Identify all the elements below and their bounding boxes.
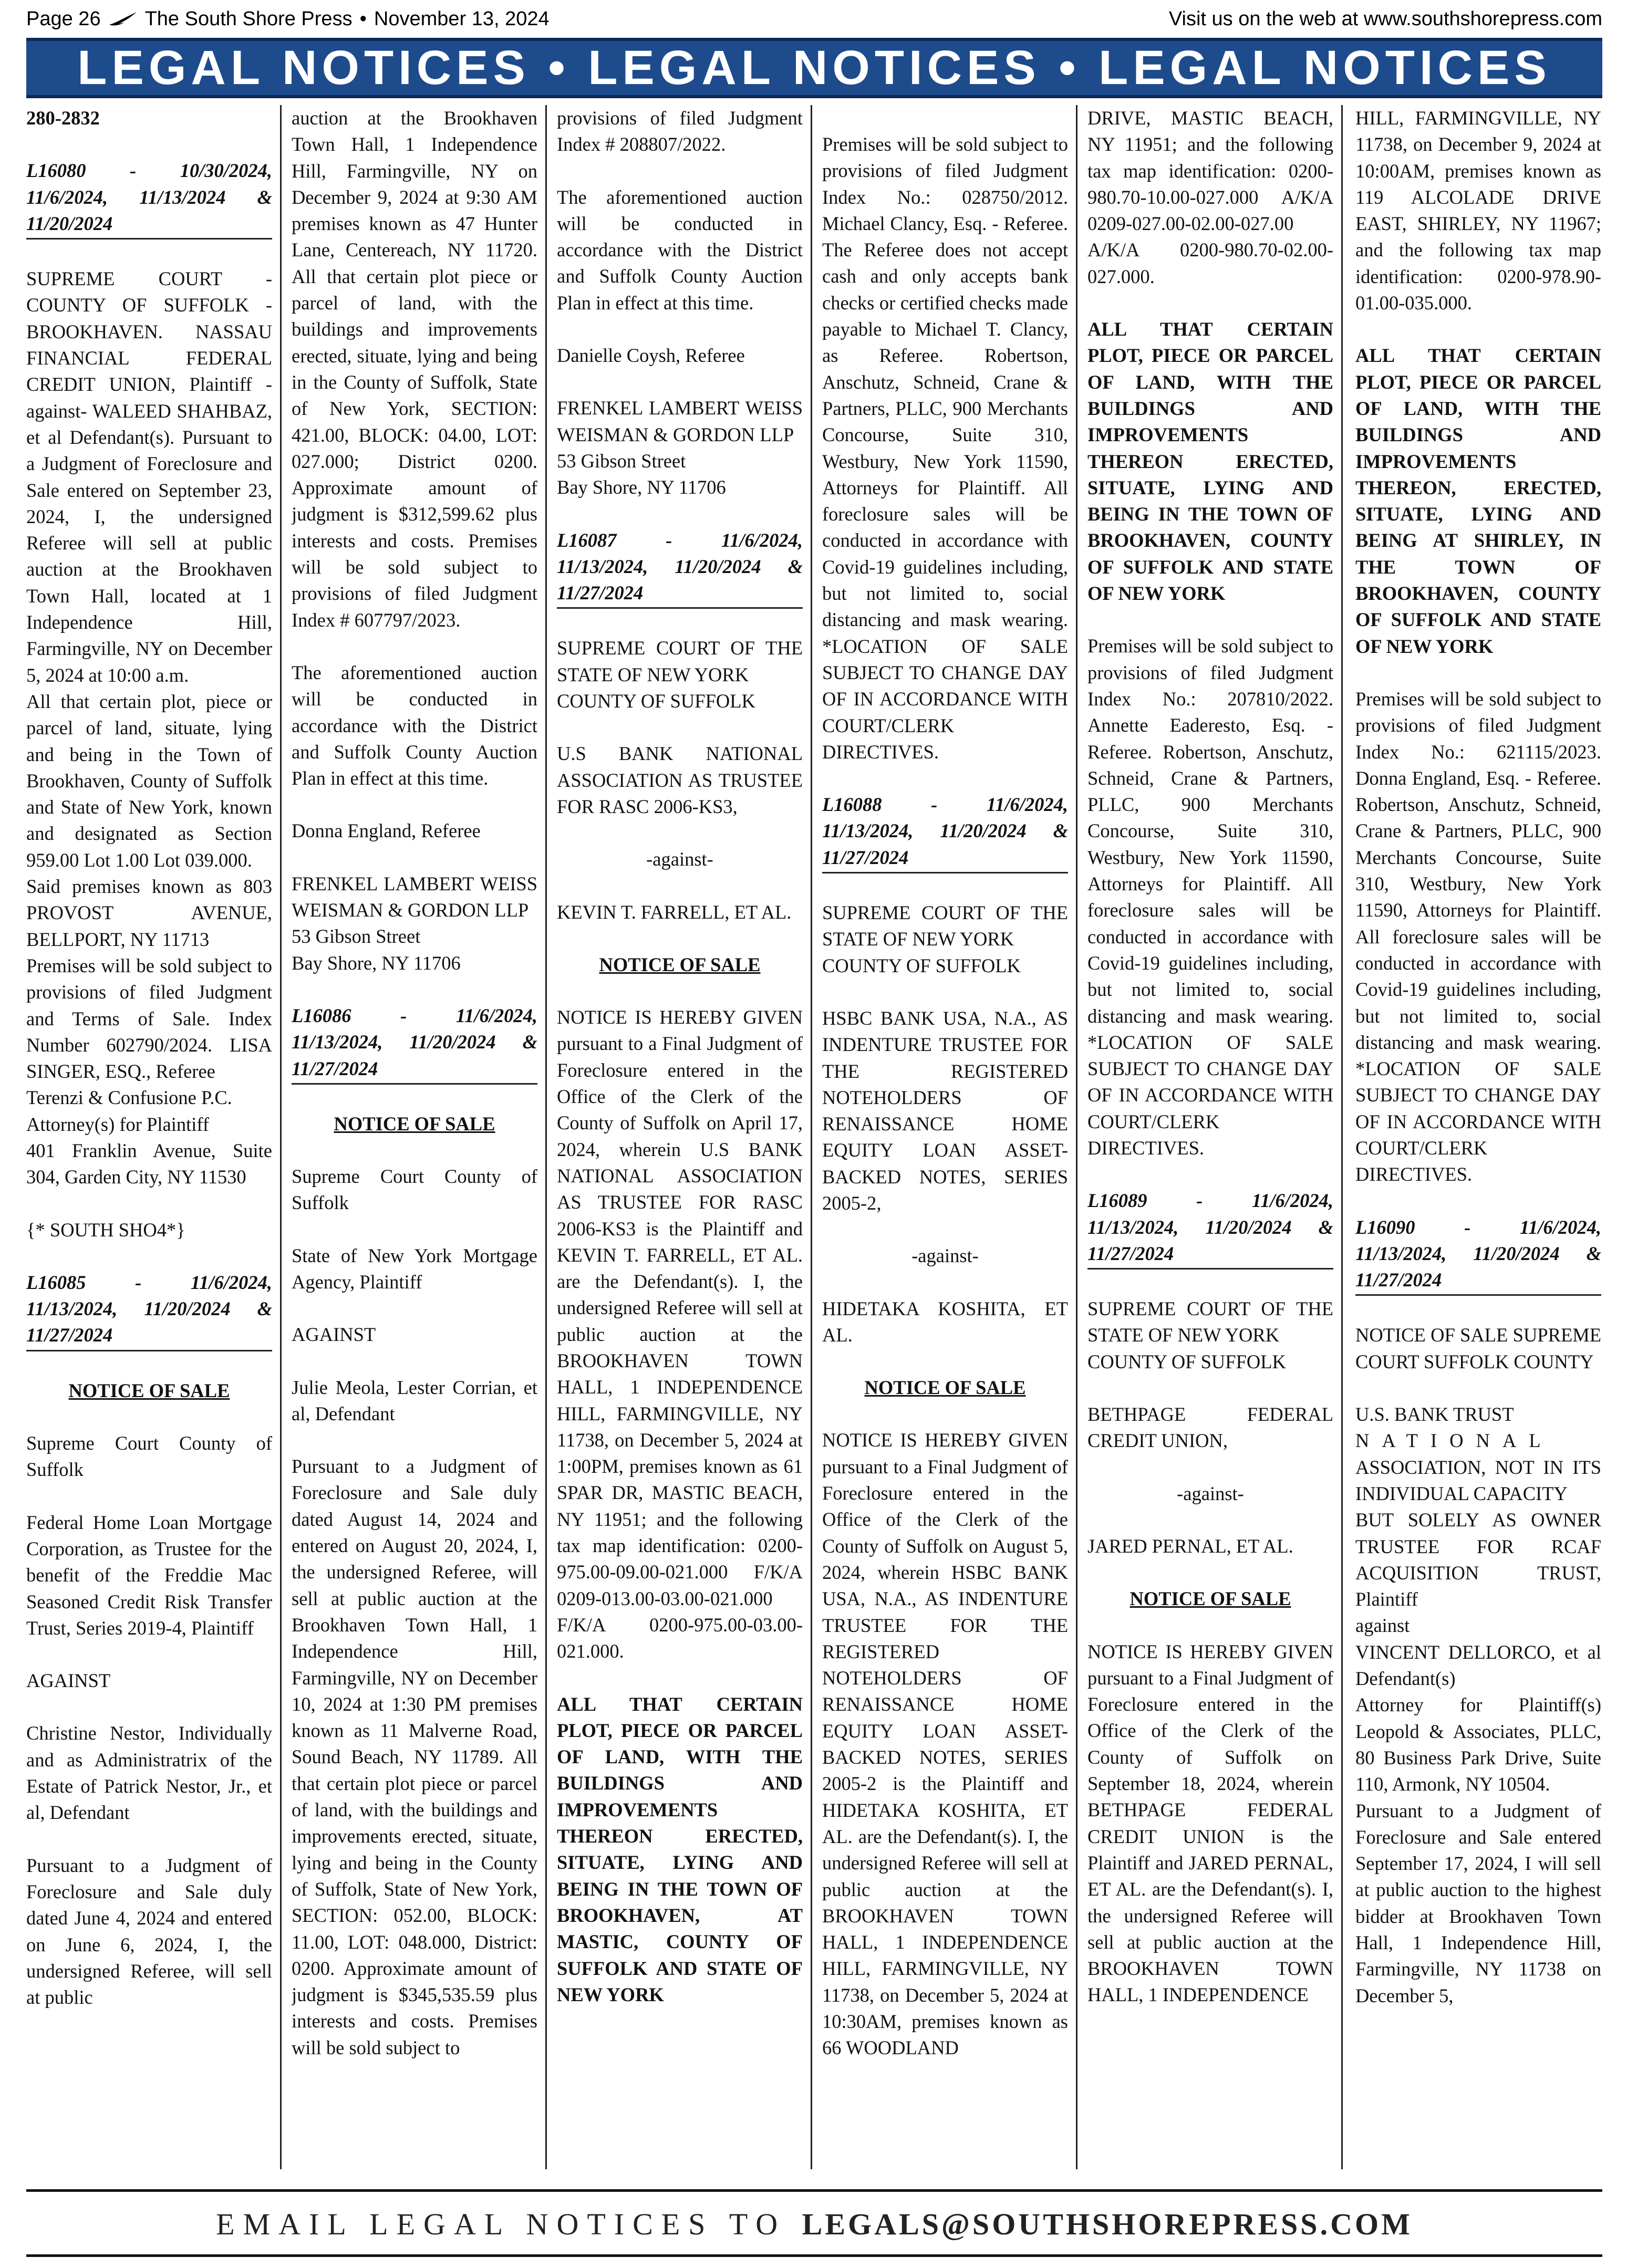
notice-paragraph: Supreme Court County of Suffolk: [292, 1166, 537, 1214]
notice-paragraph: FRENKEL LAMBERT WEISS WEISMAN & GORDON LLP: [292, 872, 537, 921]
notice-paragraph: Premises will be sold subject to provisions of filed Judgment Index No.: 621115/2023. Donna England, Esq. - Referee. Robertson, Anschutz, Schneid, Crane & Partners, PLLC, 900 Merchants Concourse, Suite 310, Westbury, New York 11590, Attorneys for Plaintiff. All foreclosure sales will be conducted in accordance with Covid-19 guidelines including, but not limited to, social distancing and mask wearing. *LOCATION OF SALE SUBJECT TO CHANGE DAY OF IN ACCORDANCE WITH COURT/CLERK DIRECTIVES.: [1355, 688, 1601, 1185]
notice-paragraph: AGAINST: [26, 1670, 111, 1692]
notice-paragraph: SUPREME COURT OF THE STATE OF NEW YORK: [557, 637, 803, 685]
paragraph-gap: [26, 1641, 272, 1668]
paragraph-gap: [557, 1665, 803, 1691]
page-number: Page 26: [26, 8, 101, 30]
notice-paragraph: Julie Meola, Lester Corrian, et al, Defendant: [292, 1376, 537, 1424]
notice-paragraph: provisions of filed Judgment Index # 208807/2022.: [557, 107, 803, 155]
paragraph-gap: [557, 873, 803, 899]
notice-paragraph: Donna England, Referee: [292, 820, 481, 842]
notice-paragraph: Terenzi & Confusione P.C.: [26, 1087, 232, 1109]
paragraph-gap: [822, 1270, 1068, 1296]
issue-date: November 13, 2024: [374, 8, 550, 30]
notice-paragraph: COUNTY OF SUFFOLK: [557, 690, 755, 712]
paragraph-gap: [822, 873, 1068, 900]
notice-paragraph: HILL, FARMINGVILLE, NY 11738, on December 9, 2024 at 10:00AM, premises known as 119 ALCOLADE DRIVE EAST, SHIRLEY, NY 11967; and the following tax map identification: 0200-978.90-01.00-035.000.: [1355, 107, 1601, 314]
centered-line: -against-: [1177, 1482, 1244, 1504]
notice-paragraph: DRIVE, MASTIC BEACH, NY 11951; and the following tax map identification: 0200-980.70-10.00-027.000 A/K/A 0209-027.00-02.00-027.00 A/K/A 0200-980.70-02.00-027.000.: [1087, 107, 1333, 287]
paragraph-gap: [1355, 1296, 1601, 1322]
notice-paragraph: The aforementioned auction will be conducted in accordance with the District and Suffolk County Auction Plan in effect at this time.: [557, 186, 803, 314]
paragraph-gap: [26, 1694, 272, 1720]
footer-divider: [26, 2189, 1602, 2192]
notice-paragraph: NOTICE IS HEREBY GIVEN pursuant to a Final Judgment of Foreclosure entered in the Office of the Clerk of the County of Suffolk on April 17, 2024, wherein U.S BANK NATIONAL ASSOCIATION AS TRUSTEE FOR RASC 2006-KS3 is the Plaintiff and KEVIN T. FARRELL, ET AL. are the Defendant(s). I, the undersigned Referee will sell at public auction at the BROOKHAVEN TOWN HALL, 1 INDEPENDENCE HILL, FARMINGVILLE, NY 11738, on December 5, 2024 at 1:00PM, premises known as 61 SPAR DR, MASTIC BEACH, NY 11951; and the following tax map identification: 0200-975.00-09.00-021.000 F/K/A 0209-013.00-03.00-021.000 F/K/A 0200-975.00-03.00-021.000.: [557, 1006, 803, 1662]
paragraph-gap: [292, 792, 537, 818]
notice-paragraph: BETHPAGE FEDERAL CREDIT UNION,: [1087, 1403, 1333, 1452]
notice-heading: NOTICE OF SALE: [599, 953, 761, 975]
notice-paragraph: SUPREME COURT OF THE STATE OF NEW YORK: [822, 902, 1068, 950]
notice-paragraph: NOTICE IS HEREBY GIVEN pursuant to a Final Judgment of Foreclosure entered in the Office of the Clerk of the County of Suffolk on September 18, 2024, wherein BETHPAGE FEDERAL CREDIT UNION is the Plaintiff and JARED PERNAL, ET AL. are the Defendant(s). I, the undersigned Referee will sell at public auction at the BROOKHAVEN TOWN HALL, 1 INDEPENDENCE: [1087, 1640, 1333, 2006]
column-1: [26, 105, 272, 2169]
header-separator: •: [359, 8, 367, 30]
notice-paragraph: 401 Franklin Avenue, Suite 304, Garden City, NY 11530: [26, 1139, 272, 1188]
paragraph-gap: [557, 158, 803, 184]
column-3: [557, 105, 803, 2169]
bold-paragraph: 280-2832: [26, 107, 100, 129]
centered-line: -against-: [646, 848, 713, 870]
notice-paragraph: Attorney for Plaintiff(s) Leopold & Associates, PLLC, 80 Business Park Drive, Suite 110, Armonk, NY 10504.: [1355, 1694, 1601, 1795]
paragraph-gap: [822, 1348, 1068, 1375]
footer: [26, 2201, 1602, 2248]
notice-paragraph: Bay Shore, NY 11706: [557, 476, 726, 498]
notice-paragraph: Premises will be sold subject to provisions of filed Judgment Index No.: 207810/2022. Annette Eaderesto, Esq. - Referee. Robertson, Anschutz, Schneid, Crane & Partners, PLLC, 900 Merchants Concourse, Suite 310, Westbury, New York 11590, Attorneys for Plaintiff. All foreclosure sales will be conducted in accordance with Covid-19 guidelines including, but not limited to, social distancing and mask wearing. *LOCATION OF SALE SUBJECT TO CHANGE DAY OF IN ACCORDANCE WITH COURT/CLERK DIRECTIVES.: [1087, 635, 1333, 1159]
ad-number: L16088 - 11/6/2024, 11/13/2024, 11/20/2024 & 11/27/2024: [822, 792, 1068, 873]
paragraph-gap: [292, 633, 537, 660]
notice-paragraph: State of New York Mortgage Agency, Plaintiff: [292, 1244, 537, 1293]
paragraph-gap: [26, 1483, 272, 1510]
paragraph-gap: [26, 1191, 272, 1217]
paragraph-gap: [26, 131, 272, 158]
ad-number: L16090 - 11/6/2024, 11/13/2024, 11/20/2024 & 11/27/2024: [1355, 1214, 1601, 1296]
notice-paragraph: COUNTY OF SUFFOLK: [822, 954, 1021, 976]
notice-paragraph: SUPREME COURT - COUNTY OF SUFFOLK - BROOKHAVEN. NASSAU FINANCIAL FEDERAL CREDIT UNION, Plaintiff -against- WALEED SHAHBAZ, et al Defendant(s). Pursuant to a Judgment of Foreclosure and Sale entered on September 23, 2024, I, the undersigned Referee will sell at public auction at the Brookhaven Town Hall, located at 1 Independence Hill, Farmingville, NY on December 5, 2024 at 10:00 a.m.: [26, 268, 272, 686]
paragraph-gap: [26, 1826, 272, 1853]
notice-paragraph: {* SOUTH SHO4*}: [26, 1219, 185, 1241]
notice-paragraph: Premises will be sold subject to provisions of filed Judgment Index No.: 028750/2012. Michael Clancy, Esq. - Referee. The Referee does not accept cash and only accepts bank checks or certified checks made payable to Michael T. Clancy, as Referee. Robertson, Anschutz, Schneid, Crane & Partners, PLLC, 900 Merchants Concourse, Suite 310, Westbury, New York 11590, Attorneys for Plaintiff. All foreclosure sales will be conducted in accordance with Covid-19 guidelines including, but not limited to, social distancing and mask wearing. *LOCATION OF SALE SUBJECT TO CHANGE DAY OF IN ACCORDANCE WITH COURT/CLERK DIRECTIVES.: [822, 133, 1068, 763]
notice-paragraph: NOTICE OF SALE SUPREME COURT SUFFOLK COUNTY: [1355, 1324, 1601, 1372]
paragraph-gap: [1087, 1612, 1333, 1639]
column-5: [1087, 105, 1333, 2169]
paragraph-gap: [557, 714, 803, 741]
notice-paragraph: KEVIN T. FARRELL, ET AL.: [557, 901, 792, 923]
notice-paragraph: VINCENT DELLORCO, et al Defendant(s): [1355, 1641, 1601, 1690]
centered-line: -against-: [911, 1245, 979, 1267]
notice-heading: NOTICE OF SALE: [864, 1377, 1026, 1399]
paragraph-gap: [1355, 660, 1601, 686]
paragraph-gap: [1355, 316, 1601, 342]
notice-paragraph: FRENKEL LAMBERT WEISS WEISMAN & GORDON LLP: [557, 397, 803, 445]
footer-email-link[interactable]: LEGALS@SOUTHSHOREPRESS.COM: [802, 2207, 1413, 2241]
notice-paragraph: SUPREME COURT OF THE STATE OF NEW YORK: [1087, 1298, 1333, 1346]
paragraph-gap: [1355, 1375, 1601, 1401]
paragraph-gap: [292, 1348, 537, 1375]
paragraph-gap: [292, 1216, 537, 1243]
paragraph-gap: [822, 105, 1068, 131]
ad-number: L16080 - 10/30/2024, 11/6/2024, 11/13/2024 & 11/20/2024: [26, 158, 272, 240]
paragraph-gap: [822, 1401, 1068, 1427]
notice-paragraph: U.S. BANK TRUST: [1355, 1403, 1514, 1426]
paragraph-gap: [1087, 290, 1333, 316]
notice-paragraph: HSBC BANK USA, N.A., AS INDENTURE TRUSTEE FOR THE REGISTERED NOTEHOLDERS OF RENAISSANCE HOME EQUITY LOAN ASSET-BACKED NOTES, SERIES 2005-2,: [822, 1007, 1068, 1214]
paragraph-gap: [292, 845, 537, 871]
notice-columns: [26, 105, 1602, 2169]
paragraph-gap: [557, 978, 803, 1004]
ad-number: L16087 - 11/6/2024, 11/13/2024, 11/20/2024 & 11/27/2024: [557, 527, 803, 609]
paragraph-gap: [1087, 1454, 1333, 1481]
bold-paragraph: ALL THAT CERTAIN PLOT, PIECE OR PARCEL OF LAND, WITH THE BUILDINGS AND IMPROVEMENTS THEREON ERECTED, SITUATE, LYING AND BEING IN THE TOWN OF BROOKHAVEN, COUNTY OF SUFFOLK AND STATE OF NEW YORK: [1087, 318, 1333, 605]
notice-paragraph: auction at the Brookhaven Town Hall, 1 Independence Hill, Farmingville, NY on December 9, 2024 at 9:30 AM premises known as 47 Hunter Lane, Centereach, NY 11720. All that certain plot piece or parcel of land, with the buildings and improvements erected, situate, lying and being in the County of Suffolk, State of New York, SECTION: 421.00, BLOCK: 04.00, LOT: 027.000; District 0200. Approximate amount of judgment is $312,599.62 plus interests and costs. Premises will be sold subject to provisions of filed Judgment Index # 607797/2023.: [292, 107, 537, 631]
paragraph-gap: [292, 976, 537, 1003]
notice-paragraph: Christine Nestor, Individually and as Administratrix of the Estate of Patrick Nestor, Jr., et al, Defendant: [26, 1722, 272, 1824]
notice-paragraph: Said premises known as 803 PROVOST AVENUE, BELLPORT, NY 11713: [26, 876, 272, 950]
paragraph-gap: [292, 1085, 537, 1111]
notice-paragraph: NOTICE IS HEREBY GIVEN pursuant to a Final Judgment of Foreclosure entered in the Office of the Clerk of the County of Suffolk on August 5, 2024, wherein HSBC BANK USA, N.A., AS INDENTURE TRUSTEE FOR THE REGISTERED NOTEHOLDERS OF RENAISSANCE HOME EQUITY LOAN ASSET-BACKED NOTES, SERIES 2005-2 is the Plaintiff and HIDETAKA KOSHITA, ET AL. are the Defendant(s). I, the undersigned Referee will sell at public auction at the BROOKHAVEN TOWN HALL, 1 INDEPENDENCE HILL, FARMINGVILLE, NY 11738, on December 5, 2024 at 10:30AM, premises known as 66 WOODLAND: [822, 1429, 1068, 2059]
notice-paragraph: Pursuant to a Judgment of Foreclosure and Sale entered September 17, 2024, I will sell at public auction to the highest bidder at Brookhaven Town Hall, 1 Independence Hill, Farmingville, NY 11738 on December 5,: [1355, 1799, 1601, 2006]
footer-prefix: EMAIL LEGAL NOTICES TO: [216, 2207, 786, 2241]
column-divider: [811, 105, 812, 2169]
paragraph-gap: [26, 1243, 272, 1270]
website-link[interactable]: Visit us on the web at www.southshorepress.com: [1168, 8, 1602, 30]
paragraph-gap: [557, 609, 803, 635]
notice-heading: NOTICE OF SALE: [1129, 1588, 1291, 1610]
paragraph-gap: [822, 765, 1068, 792]
paragraph-gap: [1087, 1375, 1333, 1401]
notice-paragraph: Supreme Court County of Suffolk: [26, 1432, 272, 1481]
paragraph-gap: [292, 1137, 537, 1163]
notice-paragraph: HIDETAKA KOSHITA, ET AL.: [822, 1297, 1068, 1346]
paragraph-gap: [557, 316, 803, 342]
bird-icon: [108, 11, 138, 27]
paragraph-gap: [1087, 1559, 1333, 1586]
header-left: [26, 3, 550, 35]
paragraph-gap: [292, 1427, 537, 1453]
paragraph-gap: [822, 979, 1068, 1005]
notice-paragraph: Federal Home Loan Mortgage Corporation, as Trustee for the benefit of the Freddie Mac Seasoned Credit Risk Transfer Trust, Series 2019-4, Plaintiff: [26, 1511, 272, 1639]
paragraph-gap: [1087, 607, 1333, 633]
paragraph-gap: [26, 1404, 272, 1430]
column-divider: [1341, 105, 1343, 2169]
notice-paragraph: Pursuant to a Judgment of Foreclosure and Sale duly dated August 14, 2024 and entered on August 20, 2024, I, the undersigned Referee, will sell at public auction at the Brookhaven Town Hall, 1 Independence Hill, Farmingville, NY on December 10, 2024 at 1:30 PM premises known as 11 Malverne Road, Sound Beach, NY 11789. All that certain plot piece or parcel of land, with the buildings and improvements erected, situate, lying and being in the County of Suffolk, State of New York, SECTION: 052.00, BLOCK: 11.00, LOT: 048.000, District: 0200. Approximate amount of judgment is $345,535.59 plus interests and costs. Premises will be sold subject to: [292, 1455, 537, 2058]
notice-paragraph: 53 Gibson Street: [292, 925, 421, 948]
column-4: [822, 105, 1068, 2169]
notice-paragraph: against: [1355, 1615, 1410, 1637]
notice-paragraph: Danielle Coysh, Referee: [557, 345, 745, 367]
paragraph-gap: [822, 1216, 1068, 1243]
paragraph-gap: [557, 369, 803, 395]
page-header: [26, 3, 1602, 35]
paragraph-gap: [26, 240, 272, 266]
ad-number: L16085 - 11/6/2024, 11/13/2024, 11/20/2024 & 11/27/2024: [26, 1270, 272, 1351]
paragraph-gap: [1087, 1161, 1333, 1188]
notice-paragraph: AGAINST: [292, 1324, 376, 1346]
notice-paragraph: Attorney(s) for Plaintiff: [26, 1113, 210, 1135]
column-2: [292, 105, 537, 2169]
notice-paragraph: 53 Gibson Street: [557, 450, 686, 472]
legal-notices-banner: LEGAL NOTICES • LEGAL NOTICES • LEGAL NOTICES: [26, 38, 1602, 98]
notice-paragraph: COUNTY OF SUFFOLK: [1087, 1350, 1286, 1372]
paragraph-gap: [557, 501, 803, 527]
notice-paragraph: The aforementioned auction will be conducted in accordance with the District and Suffolk County Auction Plan in effect at this time.: [292, 661, 537, 789]
notice-paragraph: Pursuant to a Judgment of Foreclosure and Sale duly dated June 4, 2024 and entered on June 6, 2024, I, the undersigned Referee, will sell at public: [26, 1854, 272, 2009]
paragraph-gap: [1355, 1188, 1601, 1214]
bold-paragraph: ALL THAT CERTAIN PLOT, PIECE OR PARCEL OF LAND, WITH THE BUILDINGS AND IMPROVEMENTS THEREON ERECTED, SITUATE, LYING AND BEING IN THE TOWN OF BROOKHAVEN, AT MASTIC, COUNTY OF SUFFOLK AND STATE OF NEW YORK: [557, 1693, 803, 2005]
column-divider: [1076, 105, 1077, 2169]
notice-paragraph: BUT SOLELY AS OWNER TRUSTEE FOR RCAF ACQUISITION TRUST, Plaintiff: [1355, 1509, 1601, 1610]
bold-paragraph: ALL THAT CERTAIN PLOT, PIECE OR PARCEL OF LAND, WITH THE BUILDINGS AND IMPROVEMENTS THEREON, ERECTED, SITUATE, LYING AND BEING AT SHIRLEY, IN THE TOWN OF BROOKHAVEN, COUNTY OF SUFFOLK AND STATE OF NEW YORK: [1355, 345, 1601, 657]
ad-number: L16086 - 11/6/2024, 11/13/2024, 11/20/2024 & 11/27/2024: [292, 1003, 537, 1085]
column-6: [1355, 105, 1601, 2169]
notice-heading: NOTICE OF SALE: [334, 1112, 495, 1135]
notice-paragraph: U.S BANK NATIONAL ASSOCIATION AS TRUSTEE FOR RASC 2006-KS3,: [557, 743, 803, 817]
paragraph-gap: [1087, 1270, 1333, 1296]
notice-paragraph: ASSOCIATION, NOT IN ITS INDIVIDUAL CAPACITY: [1355, 1456, 1601, 1504]
paper-name: The South Shore Press: [144, 8, 353, 30]
ad-number: L16089 - 11/6/2024, 11/13/2024, 11/20/2024 & 11/27/2024: [1087, 1188, 1333, 1270]
notice-paragraph: Bay Shore, NY 11706: [292, 952, 461, 974]
paragraph-gap: [557, 925, 803, 952]
spaced-line: NATIONAL: [1355, 1430, 1553, 1452]
notice-paragraph: All that certain plot, piece or parcel of land, situate, lying and being in the Town of Brookhaven, County of Suffolk and State of New York, known and designated as Section 959.00 Lot 1.00 Lot 039.000.: [26, 690, 272, 871]
column-divider: [545, 105, 547, 2169]
paragraph-gap: [557, 820, 803, 846]
notice-paragraph: Premises will be sold subject to provisions of filed Judgment and Terms of Sale. Index Number 602790/2024. LISA SINGER, ESQ., Referee: [26, 954, 272, 1083]
paragraph-gap: [26, 1351, 272, 1378]
column-divider: [280, 105, 282, 2169]
footer-divider: [26, 2254, 1602, 2257]
paragraph-gap: [292, 1295, 537, 1322]
notice-paragraph: JARED PERNAL, ET AL.: [1087, 1535, 1293, 1557]
paragraph-gap: [1087, 1507, 1333, 1533]
notice-heading: NOTICE OF SALE: [68, 1379, 230, 1401]
